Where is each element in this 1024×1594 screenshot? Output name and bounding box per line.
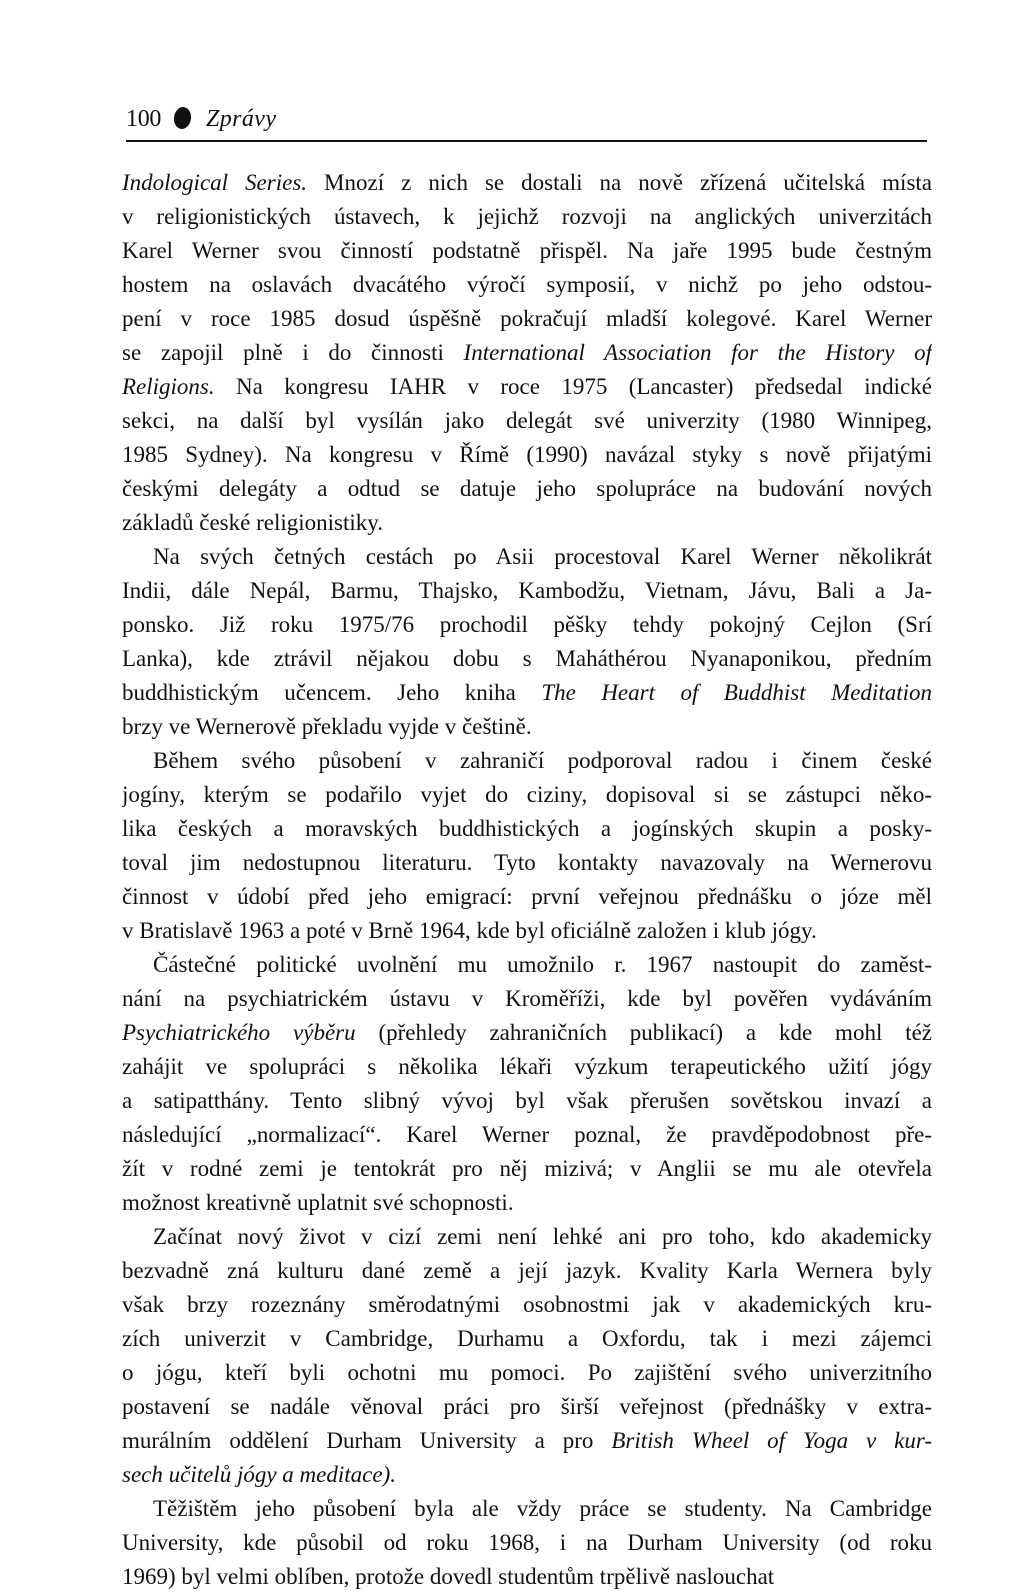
text-segment: University, kde působil od roku 1968, i na Durham University (od roku bbox=[122, 1530, 932, 1555]
text-segment: brzy ve Wernerově překladu vyjde v češtině. bbox=[122, 714, 532, 739]
text-line bbox=[122, 1424, 932, 1458]
text-segment: postavení se nadále věnoval práci pro širší veřejnost (přednášky v extra- bbox=[122, 1394, 932, 1419]
text-segment: následující „normalizací“. Karel Werner poznal, že pravděpodobnost pře- bbox=[122, 1122, 932, 1147]
text-line bbox=[122, 1050, 932, 1084]
italic-text-segment: Indological Series. bbox=[122, 170, 308, 195]
text-line bbox=[122, 1118, 932, 1152]
text-line bbox=[122, 744, 932, 778]
text-segment: nání na psychiatrickém ústavu v Kroměříži, kde byl pověřen vydáváním bbox=[122, 986, 932, 1011]
text-line bbox=[122, 1492, 932, 1526]
text-segment: možnost kreativně uplatnit své schopnosti. bbox=[122, 1190, 514, 1215]
text-segment: lika českých a moravských buddhistických a jogínských skupin a posky- bbox=[122, 816, 932, 841]
text-segment: v Bratislavě 1963 a poté v Brně 1964, kde byl oficiálně založen i klub jógy. bbox=[122, 918, 817, 943]
text-line bbox=[122, 234, 932, 268]
text-segment: buddhistickým učencem. Jeho kniha bbox=[122, 680, 542, 705]
text-segment: základů české religionistiky. bbox=[122, 510, 384, 535]
text-segment: zích univerzit v Cambridge, Durhamu a Oxfordu, tak i mezi zájemci bbox=[122, 1326, 932, 1351]
text-segment: murálním oddělení Durham University a pro bbox=[122, 1428, 612, 1453]
text-line bbox=[122, 1390, 932, 1424]
text-line bbox=[122, 1288, 932, 1322]
text-line bbox=[122, 1152, 932, 1186]
page-header bbox=[126, 104, 926, 138]
text-segment: sekci, na další byl vysílán jako delegát své univerzity (1980 Winnipeg, bbox=[122, 408, 932, 433]
text-segment: zahájit ve spolupráci s několika lékaři výzkum terapeutického užití jógy bbox=[122, 1054, 932, 1079]
text-line bbox=[122, 812, 932, 846]
text-segment: se zapojil plně i do činnosti bbox=[122, 340, 464, 365]
text-line bbox=[122, 880, 932, 914]
text-segment: Lanka), kde ztrávil nějakou dobu s Maháthérou Nyanaponikou, předním bbox=[122, 646, 932, 671]
page-number: 100 bbox=[126, 106, 162, 132]
italic-text-segment: The Heart of Buddhist Meditation bbox=[541, 680, 932, 705]
text-line bbox=[122, 982, 932, 1016]
text-line bbox=[122, 268, 932, 302]
text-segment: Začínat nový život v cizí zemi není lehké ani pro toho, kdo akademicky bbox=[153, 1224, 932, 1249]
text-segment: Karel Werner svou činností podstatně přispěl. Na jaře 1995 bude čestným bbox=[122, 238, 932, 263]
italic-text-segment: sech učitelů jógy a meditace). bbox=[122, 1462, 396, 1487]
text-line bbox=[122, 1356, 932, 1390]
italic-text-segment: Psychiatrického výběru bbox=[122, 1020, 356, 1045]
text-segment: hostem na oslavách dvacátého výročí symposií, v nichž po jeho odstou- bbox=[122, 272, 932, 297]
text-line bbox=[122, 1526, 932, 1560]
article-body bbox=[122, 166, 932, 1594]
text-line bbox=[122, 438, 932, 472]
text-line bbox=[122, 1016, 932, 1050]
italic-text-segment: International Association for the History of bbox=[463, 340, 932, 365]
text-line bbox=[122, 1220, 932, 1254]
italic-text-segment: British Wheel of Yoga v kur- bbox=[611, 1428, 932, 1453]
text-segment: českými delegáty a odtud se datuje jeho spolupráce na budování nových bbox=[122, 476, 932, 501]
text-line bbox=[122, 608, 932, 642]
text-segment: Indii, dále Nepál, Barmu, Thajsko, Kambodžu, Vietnam, Jávu, Bali a Ja- bbox=[122, 578, 932, 603]
text-segment: Na svých četných cestách po Asii procestoval Karel Werner několikrát bbox=[153, 544, 932, 569]
text-segment: 1969) byl velmi oblíben, protože dovedl studentům trpělivě naslouchat bbox=[122, 1564, 775, 1589]
text-line bbox=[122, 948, 932, 982]
text-segment: a satipatthány. Tento slibný vývoj byl však přerušen sovětskou invazí a bbox=[122, 1088, 932, 1113]
text-line bbox=[122, 914, 932, 948]
text-segment: pení v roce 1985 dosud úspěšně pokračují mladší kolegové. Karel Werner bbox=[122, 306, 932, 331]
text-line bbox=[122, 1458, 932, 1492]
text-line bbox=[122, 846, 932, 880]
text-segment: žít v rodné zemi je tentokrát pro něj mizivá; v Anglii se mu ale otevřela bbox=[122, 1156, 932, 1181]
text-segment: Částečné politické uvolnění mu umožnilo r. 1967 nastoupit do zaměst- bbox=[153, 952, 932, 977]
text-line bbox=[122, 404, 932, 438]
text-segment: toval jim nedostupnou literaturu. Tyto kontakty navazovaly na Wernerovu bbox=[122, 850, 932, 875]
text-segment: (přehledy zahraničních publikací) a kde mohl též bbox=[355, 1020, 932, 1045]
filled-circle-icon bbox=[173, 106, 193, 130]
text-line bbox=[122, 1560, 932, 1594]
text-segment: bezvadně zná kulturu dané země a její jazyk. Kvality Karla Wernera byly bbox=[122, 1258, 932, 1283]
text-segment: však brzy rozeznány směrodatnými osobnostmi jak v akademických kru- bbox=[122, 1292, 932, 1317]
text-line bbox=[122, 472, 932, 506]
italic-text-segment: Religions. bbox=[122, 374, 215, 399]
running-title: Zprávy bbox=[206, 106, 277, 132]
text-line bbox=[122, 1254, 932, 1288]
text-segment: činnost v údobí před jeho emigrací: první veřejnou přednášku o józe měl bbox=[122, 884, 932, 909]
text-line bbox=[122, 166, 932, 200]
text-segment: o jógu, kteří byli ochotni mu pomoci. Po zajištění svého univerzitního bbox=[122, 1360, 932, 1385]
text-segment: Mnozí z nich se dostali na nově zřízená učitelská místa bbox=[307, 170, 932, 195]
text-segment: Během svého působení v zahraničí podporoval radou i činem české bbox=[153, 748, 932, 773]
text-segment: jogíny, kterým se podařilo vyjet do ciziny, dopisoval si se zástupci něko- bbox=[122, 782, 932, 807]
text-line bbox=[122, 506, 932, 540]
text-segment: ponsko. Již roku 1975/76 prochodil pěšky tehdy pokojný Cejlon (Srí bbox=[122, 612, 932, 637]
text-line bbox=[122, 540, 932, 574]
text-line bbox=[122, 370, 932, 404]
text-line bbox=[122, 642, 932, 676]
text-segment: v religionistických ústavech, k jejichž rozvoji na anglických univerzitách bbox=[122, 204, 932, 229]
text-line bbox=[122, 302, 932, 336]
header-rule bbox=[126, 140, 927, 142]
text-line bbox=[122, 710, 932, 744]
text-line bbox=[122, 1186, 932, 1220]
text-line bbox=[122, 1084, 932, 1118]
text-line bbox=[122, 676, 932, 710]
text-line bbox=[122, 778, 932, 812]
text-line bbox=[122, 200, 932, 234]
text-line bbox=[122, 1322, 932, 1356]
text-segment: Na kongresu IAHR v roce 1975 (Lancaster) předsedal indické bbox=[214, 374, 932, 399]
text-segment: Těžištěm jeho působení byla ale vždy práce se studenty. Na Cambridge bbox=[153, 1496, 932, 1521]
text-line bbox=[122, 336, 932, 370]
text-segment: 1985 Sydney). Na kongresu v Římě (1990) navázal styky s nově přijatými bbox=[122, 442, 932, 467]
text-line bbox=[122, 574, 932, 608]
